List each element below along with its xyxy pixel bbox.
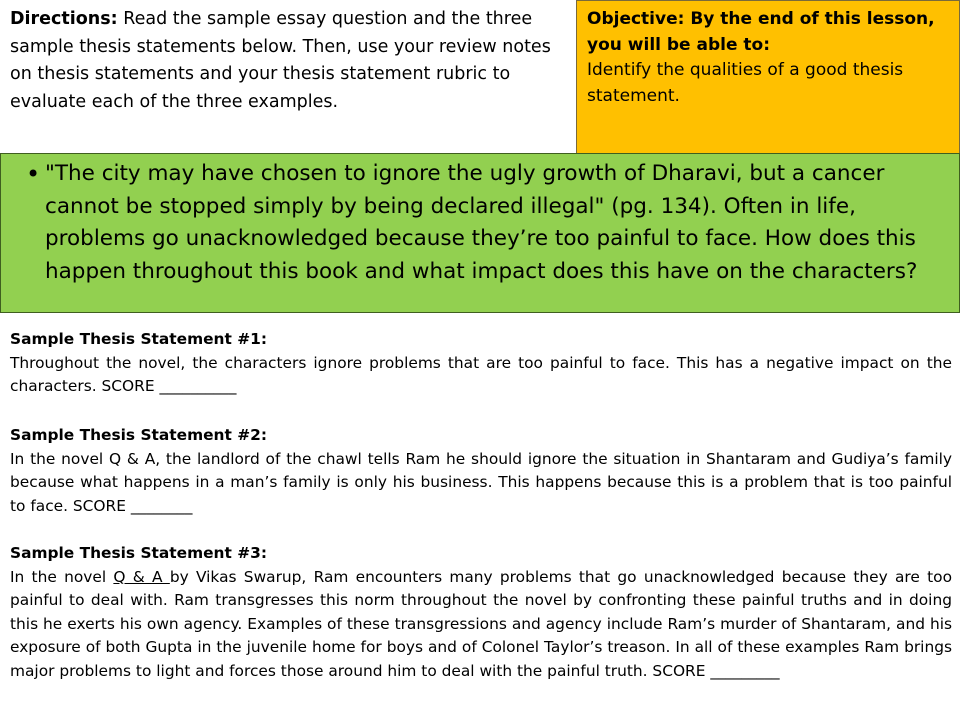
essay-question-text: "The city may have chosen to ignore the ugly growth of Dharavi, but a cancer cannot be stopped simply by being declared illegal" (pg. 134). Often in life, problems go unacknowledged because they’re too painful to face. How does this happen throughout this book and what impact does this have on the characters? [45, 161, 918, 284]
sample-thesis-2 [10, 424, 952, 518]
sample-thesis-1-body: Throughout the novel, the characters ignore problems that are too painful to face. This has a negative impact on the characters. SCORE __________ [10, 353, 952, 395]
directions-body: Read the sample essay question and the three sample thesis statements below. Then, use your review notes on thesis statements and your thesis statement rubric to evaluate each of the three examples. [10, 9, 551, 112]
sample-thesis-1 [10, 328, 952, 399]
sample-thesis-3-body [10, 566, 952, 684]
bullet-icon: • [26, 160, 41, 188]
sample-thesis-1-title: Sample Thesis Statement #1: [10, 330, 267, 348]
sample-thesis-2-body: In the novel Q & A, the landlord of the chawl tells Ram he should ignore the situation in Shantaram and Gudiya’s family because what happens in a man’s family is only his business. This happens because this is a problem that is too painful to face. SCORE ________ [10, 449, 952, 515]
directions-text [10, 6, 566, 116]
sample-thesis-3-body-post: by Vikas Swarup, Ram encounters many problems that go unacknowledged because they are too painful to deal with. Ram transgresses this norm throughout the novel by confronting these painful truths and in doing this he exerts his own agency. Examples of these transgressions and agency include Ram’s murder of Shantaram, and his exposure of both Gupta in the juvenile home for boys and of Colonel Taylor’s treason. In all of these examples Ram brings major problems to light and forces those around him to deal with the painful truth. SCORE _________ [10, 567, 952, 680]
essay-question-box [0, 153, 960, 313]
sample-thesis-3-body-pre: In the novel [10, 567, 114, 586]
sample-thesis-3-title: Sample Thesis Statement #3: [10, 544, 267, 562]
objective-heading: Objective: By the end of this lesson, you will be able to: [587, 9, 935, 55]
directions-label: Directions: [10, 9, 118, 29]
objective-box [576, 0, 960, 156]
objective-text: Identify the qualities of a good thesis statement. [587, 60, 904, 106]
sample-thesis-3 [10, 542, 952, 683]
book-title: Q & A [113, 567, 170, 586]
sample-thesis-2-title: Sample Thesis Statement #2: [10, 426, 267, 444]
